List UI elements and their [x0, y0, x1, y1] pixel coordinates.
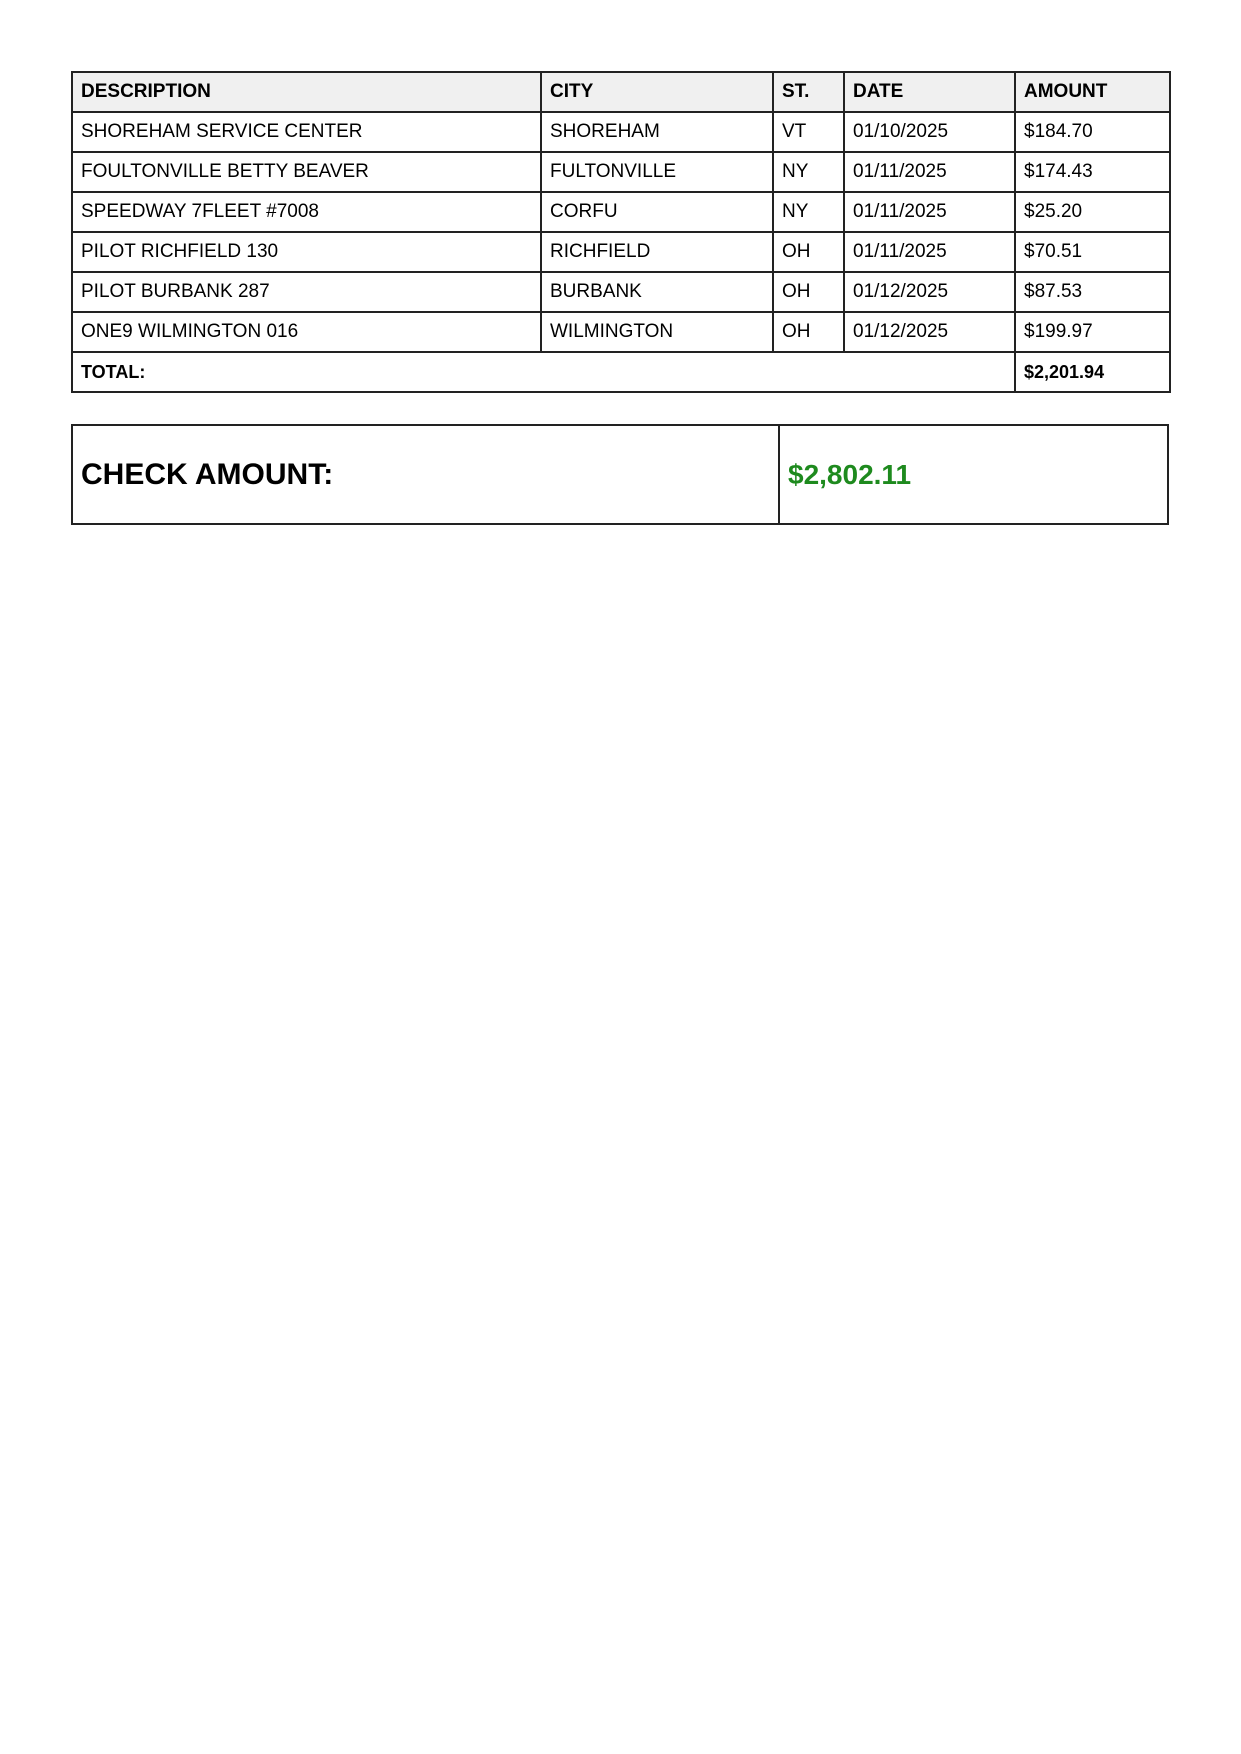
cell-amount: $199.97	[1015, 312, 1170, 352]
header-amount: AMOUNT	[1015, 72, 1170, 112]
cell-city: CORFU	[541, 192, 773, 232]
cell-state: OH	[773, 272, 844, 312]
cell-state: NY	[773, 152, 844, 192]
table-row	[72, 232, 1170, 272]
cell-date: 01/11/2025	[844, 232, 1015, 272]
table-row	[72, 192, 1170, 232]
cell-description: ONE9 WILMINGTON 016	[72, 312, 541, 352]
cell-city: RICHFIELD	[541, 232, 773, 272]
table-row	[72, 272, 1170, 312]
cell-description: PILOT RICHFIELD 130	[72, 232, 541, 272]
expense-table	[71, 71, 1171, 393]
cell-amount: $25.20	[1015, 192, 1170, 232]
check-value-cell	[780, 426, 1167, 523]
total-amount: $2,201.94	[1015, 352, 1170, 392]
cell-city: WILMINGTON	[541, 312, 773, 352]
table-row	[72, 152, 1170, 192]
table-row	[72, 112, 1170, 152]
header-description: DESCRIPTION	[72, 72, 541, 112]
check-amount-value: $2,802.11	[788, 458, 912, 490]
cell-city: SHOREHAM	[541, 112, 773, 152]
cell-city: BURBANK	[541, 272, 773, 312]
cell-state: OH	[773, 312, 844, 352]
cell-amount: $70.51	[1015, 232, 1170, 272]
table-row	[72, 312, 1170, 352]
cell-description: SPEEDWAY 7FLEET #7008	[72, 192, 541, 232]
total-row	[72, 352, 1170, 392]
cell-state: NY	[773, 192, 844, 232]
cell-date: 01/10/2025	[844, 112, 1015, 152]
header-state: ST.	[773, 72, 844, 112]
cell-description: FOULTONVILLE BETTY BEAVER	[72, 152, 541, 192]
cell-date: 01/11/2025	[844, 152, 1015, 192]
cell-city: FULTONVILLE	[541, 152, 773, 192]
cell-state: OH	[773, 232, 844, 272]
check-amount-box	[71, 424, 1169, 525]
header-city: CITY	[541, 72, 773, 112]
cell-state: VT	[773, 112, 844, 152]
check-amount-label: CHECK AMOUNT:	[81, 457, 334, 491]
cell-amount: $87.53	[1015, 272, 1170, 312]
cell-amount: $174.43	[1015, 152, 1170, 192]
cell-description: SHOREHAM SERVICE CENTER	[72, 112, 541, 152]
cell-date: 01/12/2025	[844, 312, 1015, 352]
check-label-cell	[73, 426, 780, 523]
cell-date: 01/12/2025	[844, 272, 1015, 312]
cell-date: 01/11/2025	[844, 192, 1015, 232]
header-date: DATE	[844, 72, 1015, 112]
table-header-row	[72, 72, 1170, 112]
total-label: TOTAL:	[72, 352, 1015, 392]
cell-amount: $184.70	[1015, 112, 1170, 152]
cell-description: PILOT BURBANK 287	[72, 272, 541, 312]
